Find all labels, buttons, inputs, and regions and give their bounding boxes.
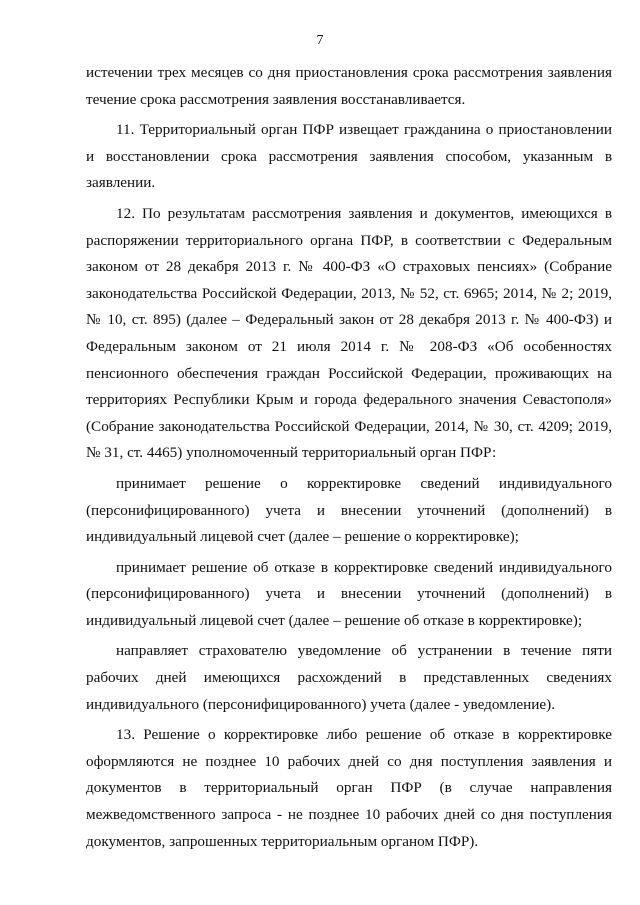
paragraph-decision-refusal: принимает решение об отказе в корректировке сведений индивидуального (персонифицированного) учета и внесении уточнений (дополнений) в индивидуальный лицевой счет (далее – решение об отказе в корректировке); <box>86 558 612 629</box>
document-body <box>86 60 612 855</box>
page-number: 7 <box>316 33 324 48</box>
paragraph-notification: направляет страхователю уведомление об устранении в течение пяти рабочих дней имеющихся расхождений в представленных сведениях индивидуального (персонифицированного) учета (далее - уведомление). <box>86 642 612 713</box>
paragraph-12: 12. По результатам рассмотрения заявления и документов, имеющихся в распоряжении территориального органа ПФР, в соответствии с Федеральным законом от 28 декабря 2013 г. № 400-ФЗ «О страховых пенсиях» (Собрание законодательства Российской Федерации, 2013, № 52, ст. 6965; 2014, № 2; 2019, № 10, ст. 895) (далее – Федеральный закон от 28 декабря 2013 г. № 400-ФЗ) и Федеральным законом от 21 июля 2014 г. № 208-ФЗ «Об особенностях пенсионного обеспечения граждан Российской Федерации, проживающих на территориях Республики Крым и города федерального значения Севастополя» (Собрание законодательства Российской Федерации, 2014, № 30, ст. 4209; 2019, № 31, ст. 4465) уполномоченный территориальный орган ПФР: <box>86 204 612 462</box>
paragraph-decision-correction: принимает решение о корректировке сведений индивидуального (персонифицированного) учета и внесении уточнений (дополнений) в индивидуальный лицевой счет (далее – решение о корректировке); <box>86 474 612 546</box>
paragraph-13: 13. Решение о корректировке либо решение об отказе в корректировке оформляются не позднее 10 рабочих дней со дня поступления заявления и документов в территориальный орган ПФР (в случае направления межведомственного запроса - не позднее 10 рабочих дней со дня поступления документов, запрошенных территориальным органом ПФР). <box>86 726 612 850</box>
paragraph-11: 11. Территориальный орган ПФР извещает гражданина о приостановлении и восстановлении срока рассмотрения заявления способом, указанным в заявлении. <box>86 121 612 192</box>
paragraph-continuation: истечении трех месяцев со дня приостановления срока рассмотрения заявления течение срока рассмотрения заявления восстанавливается. <box>86 64 612 108</box>
